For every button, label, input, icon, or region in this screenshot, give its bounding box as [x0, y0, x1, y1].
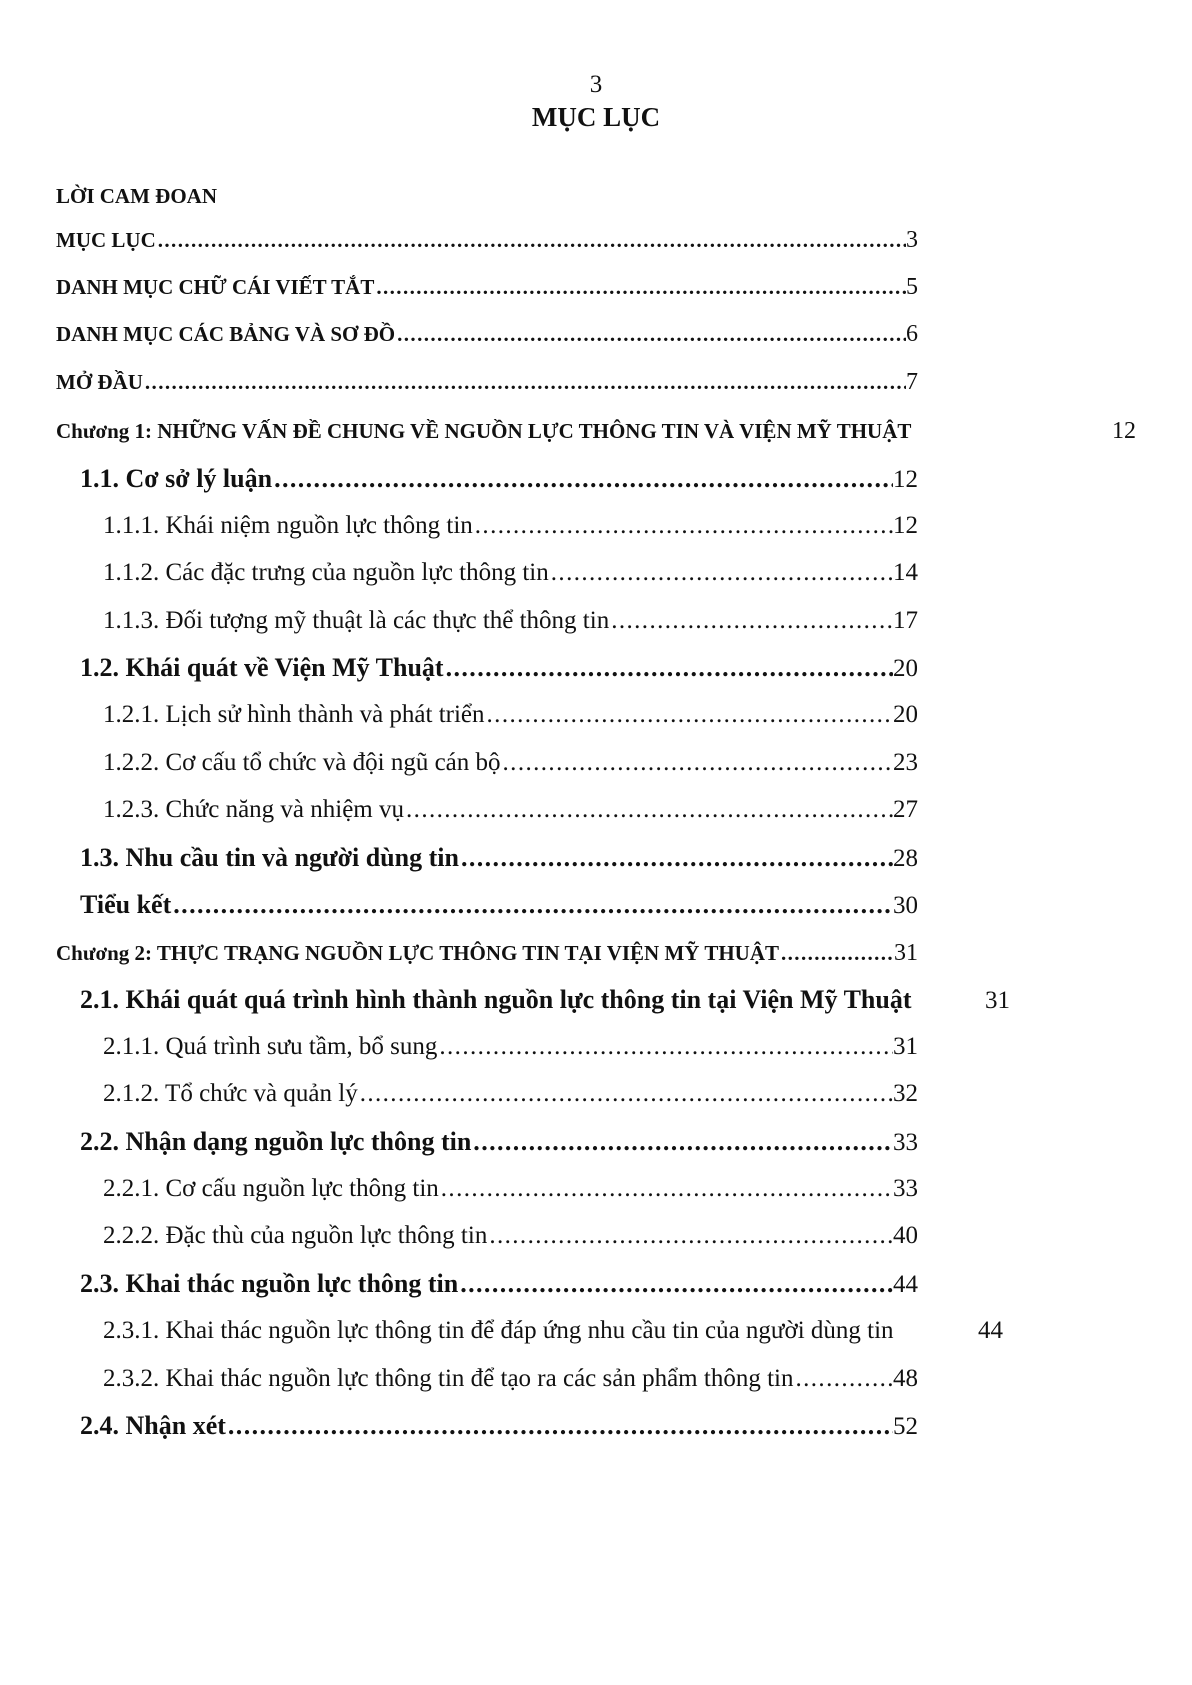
- toc-entry-page: 12: [893, 466, 918, 493]
- toc-entry-label: 1.1.3. Đối tượng mỹ thuật là các thực thể thông tin: [103, 607, 610, 634]
- toc-entry-tieu-ket[interactable]: [80, 890, 918, 926]
- toc-entry-1-1-3[interactable]: [103, 607, 918, 643]
- toc-leader-dots: [473, 1127, 893, 1157]
- toc-entry-label: 1.1. Cơ sở lý luận: [80, 464, 273, 493]
- toc-entry-page: 17: [893, 607, 918, 634]
- toc-entry-page: 6: [906, 321, 918, 347]
- toc-entry-label: Chương 2: THỰC TRẠNG NGUỒN LỰC THÔNG TIN TẠI VIỆN MỸ THUẬT: [56, 941, 779, 965]
- toc-leader-dots: [397, 322, 906, 347]
- toc-entry-label: 1.1.2. Các đặc trưng của nguồn lực thông tin: [103, 559, 549, 586]
- toc-entry-page: 33: [893, 1175, 918, 1202]
- toc-leader-dots: [460, 1269, 893, 1299]
- toc-entry-mo-dau[interactable]: [56, 369, 918, 405]
- toc-entry-2-3[interactable]: [80, 1269, 918, 1305]
- toc-entry-1-3[interactable]: [80, 843, 918, 879]
- toc-entry-page: 44: [893, 1271, 918, 1298]
- toc-entry-label: 1.2.3. Chức năng và nhiệm vụ: [103, 796, 405, 823]
- toc-entry-label: DANH MỤC CÁC BẢNG VÀ SƠ ĐỒ: [56, 322, 396, 346]
- toc-entry-label: MỤC LỤC: [56, 228, 156, 252]
- toc-leader-dots: [173, 890, 893, 920]
- toc-leader-dots: [441, 1175, 893, 1203]
- toc-leader-dots: [406, 796, 893, 824]
- toc-entry-page: 12: [893, 512, 918, 539]
- toc-leader-dots: [611, 607, 893, 635]
- toc-entry-2-1-2[interactable]: [103, 1080, 918, 1116]
- toc-entry-page: 7: [906, 369, 918, 395]
- toc-leader-dots: [551, 559, 893, 587]
- toc-entry-1-2-2[interactable]: [103, 749, 918, 785]
- toc-entry-label: 2.2.2. Đặc thù của nguồn lực thông tin: [103, 1222, 488, 1249]
- toc-entry-page: 44: [978, 1317, 1003, 1344]
- toc-entry-label: 2.1.1. Quá trình sưu tầm, bổ sung: [103, 1033, 438, 1060]
- toc-entry-2-2-2[interactable]: [103, 1222, 918, 1258]
- toc-entry-page: 33: [893, 1129, 918, 1156]
- toc-leader-dots: [274, 464, 893, 494]
- toc-entry-label: 2.1.2. Tổ chức và quản lý: [103, 1080, 358, 1107]
- toc-entry-1-1-2[interactable]: [103, 559, 918, 595]
- toc-entry-page: 20: [893, 701, 918, 728]
- toc-entry-page: 32: [893, 1080, 918, 1107]
- toc-entry-label: 2.4. Nhận xét: [80, 1411, 226, 1440]
- toc-entry-1-2[interactable]: [80, 653, 918, 689]
- toc-entry-label: 2.3.1. Khai thác nguồn lực thông tin để đáp ứng nhu cầu tin của người dùng tin: [103, 1317, 894, 1344]
- toc-entry-page: 40: [893, 1222, 918, 1249]
- toc-entry-2-1-1[interactable]: [103, 1033, 918, 1069]
- toc-leader-dots: [376, 275, 906, 300]
- toc-entry-page: 5: [906, 274, 918, 300]
- toc-leader-dots: [781, 941, 894, 966]
- toc-entry-label: 2.1. Khái quát quá trình hình thành nguồn lực thông tin tại Viện Mỹ Thuật: [80, 985, 912, 1014]
- toc-entry-page: 31: [893, 1033, 918, 1060]
- toc-entry-label: MỞ ĐẦU: [56, 370, 143, 394]
- toc-leader-dots: [439, 1033, 893, 1061]
- toc-entry-1-2-1[interactable]: [103, 701, 918, 737]
- toc-entry-2-4[interactable]: [80, 1411, 918, 1447]
- toc-entry-page: 27: [893, 796, 918, 823]
- toc-entry-page: 30: [893, 892, 918, 919]
- page-title: MỤC LỤC: [531, 102, 661, 132]
- toc-entry-label: 2.2. Nhận dạng nguồn lực thông tin: [80, 1127, 472, 1156]
- toc-entry-label: 1.3. Nhu cầu tin và người dùng tin: [80, 843, 459, 872]
- page-number: 3: [589, 71, 603, 98]
- toc-entry-2-3-1[interactable]: [103, 1317, 1003, 1353]
- toc-entry-label: 2.3.2. Khai thác nguồn lực thông tin để tạo ra các sản phẩm thông tin: [103, 1365, 794, 1392]
- toc-entry-2-2[interactable]: [80, 1127, 918, 1163]
- toc-entry-page: 12: [1112, 418, 1136, 444]
- toc-leader-dots: [489, 1222, 893, 1250]
- toc-leader-dots: [145, 370, 906, 395]
- toc-entry-chuong-2[interactable]: [56, 940, 918, 976]
- toc-entry-chuong-1[interactable]: [56, 418, 1136, 454]
- toc-entry-page: 28: [893, 845, 918, 872]
- toc-entry-1-1-1[interactable]: [103, 512, 918, 548]
- toc-entry-label: DANH MỤC CHỮ CÁI VIẾT TẮT: [56, 275, 375, 299]
- toc-entry-2-1[interactable]: [80, 985, 1010, 1021]
- toc-entry-label: 2.3. Khai thác nguồn lực thông tin: [80, 1269, 459, 1298]
- toc-entry-page: 31: [985, 987, 1010, 1014]
- toc-leader-dots: [461, 843, 893, 873]
- toc-entry-1-2-3[interactable]: [103, 796, 918, 832]
- toc-leader-dots: [475, 512, 893, 540]
- toc-entry-label: 1.1.1. Khái niệm nguồn lực thông tin: [103, 512, 473, 539]
- toc-entry-loi-cam-doan[interactable]: [56, 184, 918, 220]
- toc-entry-label: LỜI CAM ĐOAN: [56, 184, 217, 208]
- toc-entry-page: 14: [893, 559, 918, 586]
- toc-entry-danh-muc-chu-cai[interactable]: [56, 274, 918, 310]
- toc-entry-label: 1.2.1. Lịch sử hình thành và phát triển: [103, 701, 485, 728]
- toc-entry-2-3-2[interactable]: [103, 1365, 918, 1401]
- toc-entry-danh-muc-bang[interactable]: [56, 321, 918, 357]
- toc-entry-label: 1.2. Khái quát về Viện Mỹ Thuật: [80, 653, 444, 682]
- toc-entry-label: Tiểu kết: [80, 890, 172, 919]
- toc-leader-dots: [795, 1365, 893, 1393]
- toc-leader-dots: [446, 653, 893, 683]
- toc-entry-page: 31: [894, 940, 918, 966]
- toc-entry-2-2-1[interactable]: [103, 1175, 918, 1211]
- toc-leader-dots: [360, 1080, 893, 1108]
- toc-entry-page: 20: [893, 655, 918, 682]
- toc-leader-dots: [503, 749, 893, 777]
- toc-leader-dots: [158, 228, 906, 253]
- toc-entry-page: 23: [893, 749, 918, 776]
- toc-entry-label: Chương 1: NHỮNG VẤN ĐỀ CHUNG VỀ NGUỒN LỰC THÔNG TIN VÀ VIỆN MỸ THUẬT: [56, 419, 912, 443]
- toc-entry-muc-luc[interactable]: [56, 227, 918, 263]
- toc-entry-label: 2.2.1. Cơ cấu nguồn lực thông tin: [103, 1175, 439, 1202]
- toc-entry-page: 3: [906, 227, 918, 253]
- toc-entry-1-1[interactable]: [80, 464, 918, 500]
- toc-entry-label: 1.2.2. Cơ cấu tổ chức và đội ngũ cán bộ: [103, 749, 501, 776]
- toc-leader-dots: [487, 701, 893, 729]
- toc-entry-page: 48: [893, 1365, 918, 1392]
- toc-leader-dots: [228, 1411, 893, 1441]
- toc-entry-page: 52: [893, 1413, 918, 1440]
